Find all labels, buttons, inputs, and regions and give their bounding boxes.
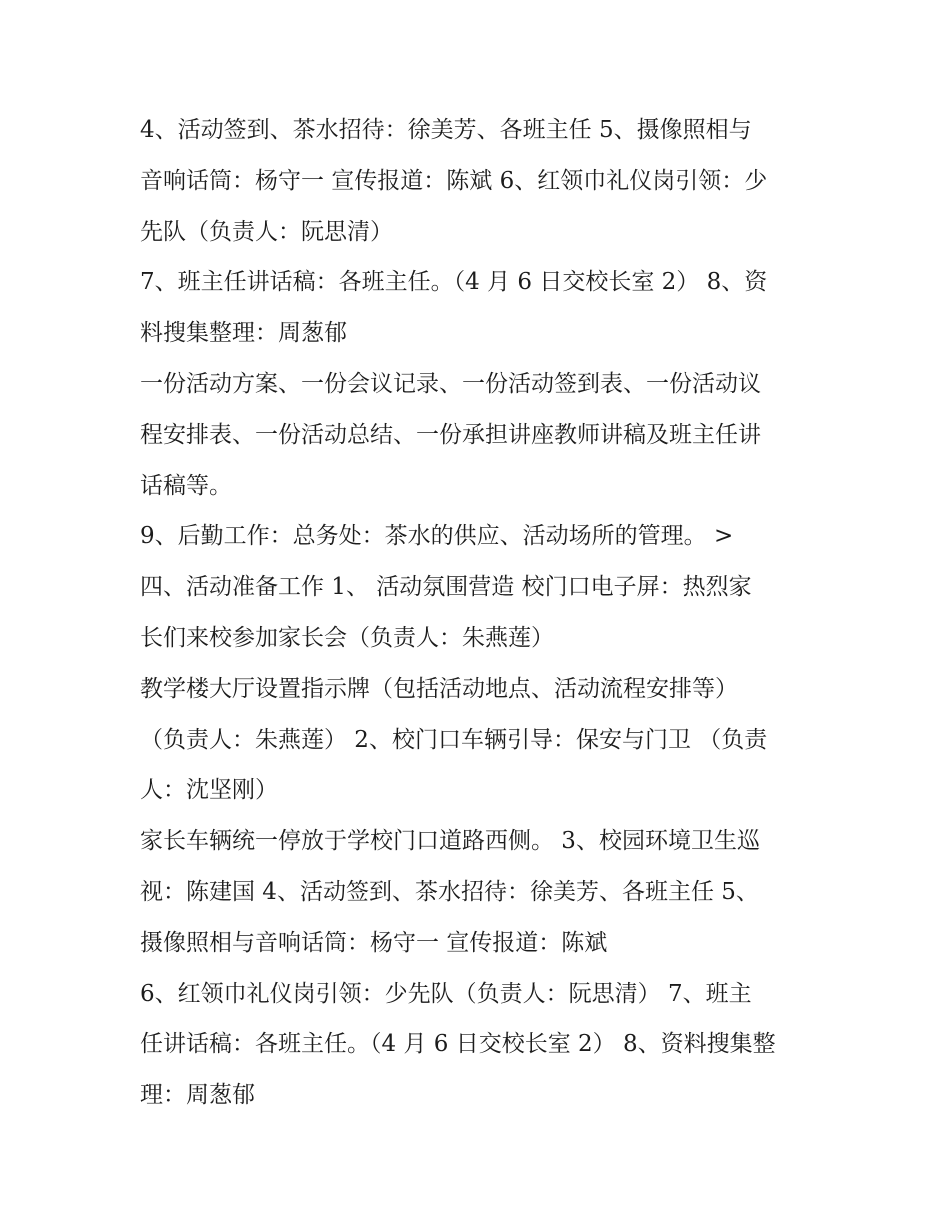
text-line: 6、红领巾礼仪岗引领：少先队（负责人：阮思清） 7、班主 <box>140 980 752 1007</box>
text-line: 长们来校参加家长会（负责人：朱燕莲） <box>140 624 554 651</box>
text-line: 教学楼大厅设置指示牌（包括活动地点、活动流程安排等） <box>140 675 738 702</box>
text-line: 4、活动签到、茶水招待：徐美芳、各班主任 5、摄像照相与 <box>140 117 752 143</box>
text-line: 视：陈建国 4、活动签到、茶水招待：徐美芳、各班主任 5、 <box>140 878 759 905</box>
text-line: 7、班主任讲话稿：各班主任。（4 月 6 日交校长室 2） 8、资 <box>140 269 768 296</box>
text-line: 理：周葱郁 <box>140 1082 255 1109</box>
text-line: 音响话筒：杨守一 宣传报道：陈斌 6、红领巾礼仪岗引领：少 <box>140 167 768 194</box>
text-line: 料搜集整理：周葱郁 <box>140 320 347 347</box>
text-line: 家长车辆统一停放于学校门口道路西侧。 3、校园环境卫生巡 <box>140 828 760 855</box>
text-line: 话稿等。 <box>140 472 232 499</box>
text-line: 人：沈坚刚） <box>140 777 278 804</box>
text-line: 9、后勤工作：总务处：茶水的供应、活动场所的管理。 > <box>140 523 734 550</box>
text-line: 摄像照相与音响话筒：杨守一 宣传报道：陈斌 <box>140 929 608 956</box>
text-line: 任讲话稿：各班主任。（4 月 6 日交校长室 2） 8、资料搜集整 <box>140 1031 776 1058</box>
document-body <box>140 105 820 1121</box>
text-line: 一份活动方案、一份会议记录、一份活动签到表、一份活动议 <box>140 370 761 397</box>
text-line: 程安排表、一份活动总结、一份承担讲座教师讲稿及班主任讲 <box>140 421 761 448</box>
text-line: 四、活动准备工作 1、 活动氛围营造 校门口电子屏：热烈家 <box>140 574 752 601</box>
text-line: （负责人：朱燕莲） 2、校门口车辆引导：保安与门卫 （负责 <box>140 726 768 753</box>
text-line: 先队（负责人：阮思清） <box>140 218 393 245</box>
